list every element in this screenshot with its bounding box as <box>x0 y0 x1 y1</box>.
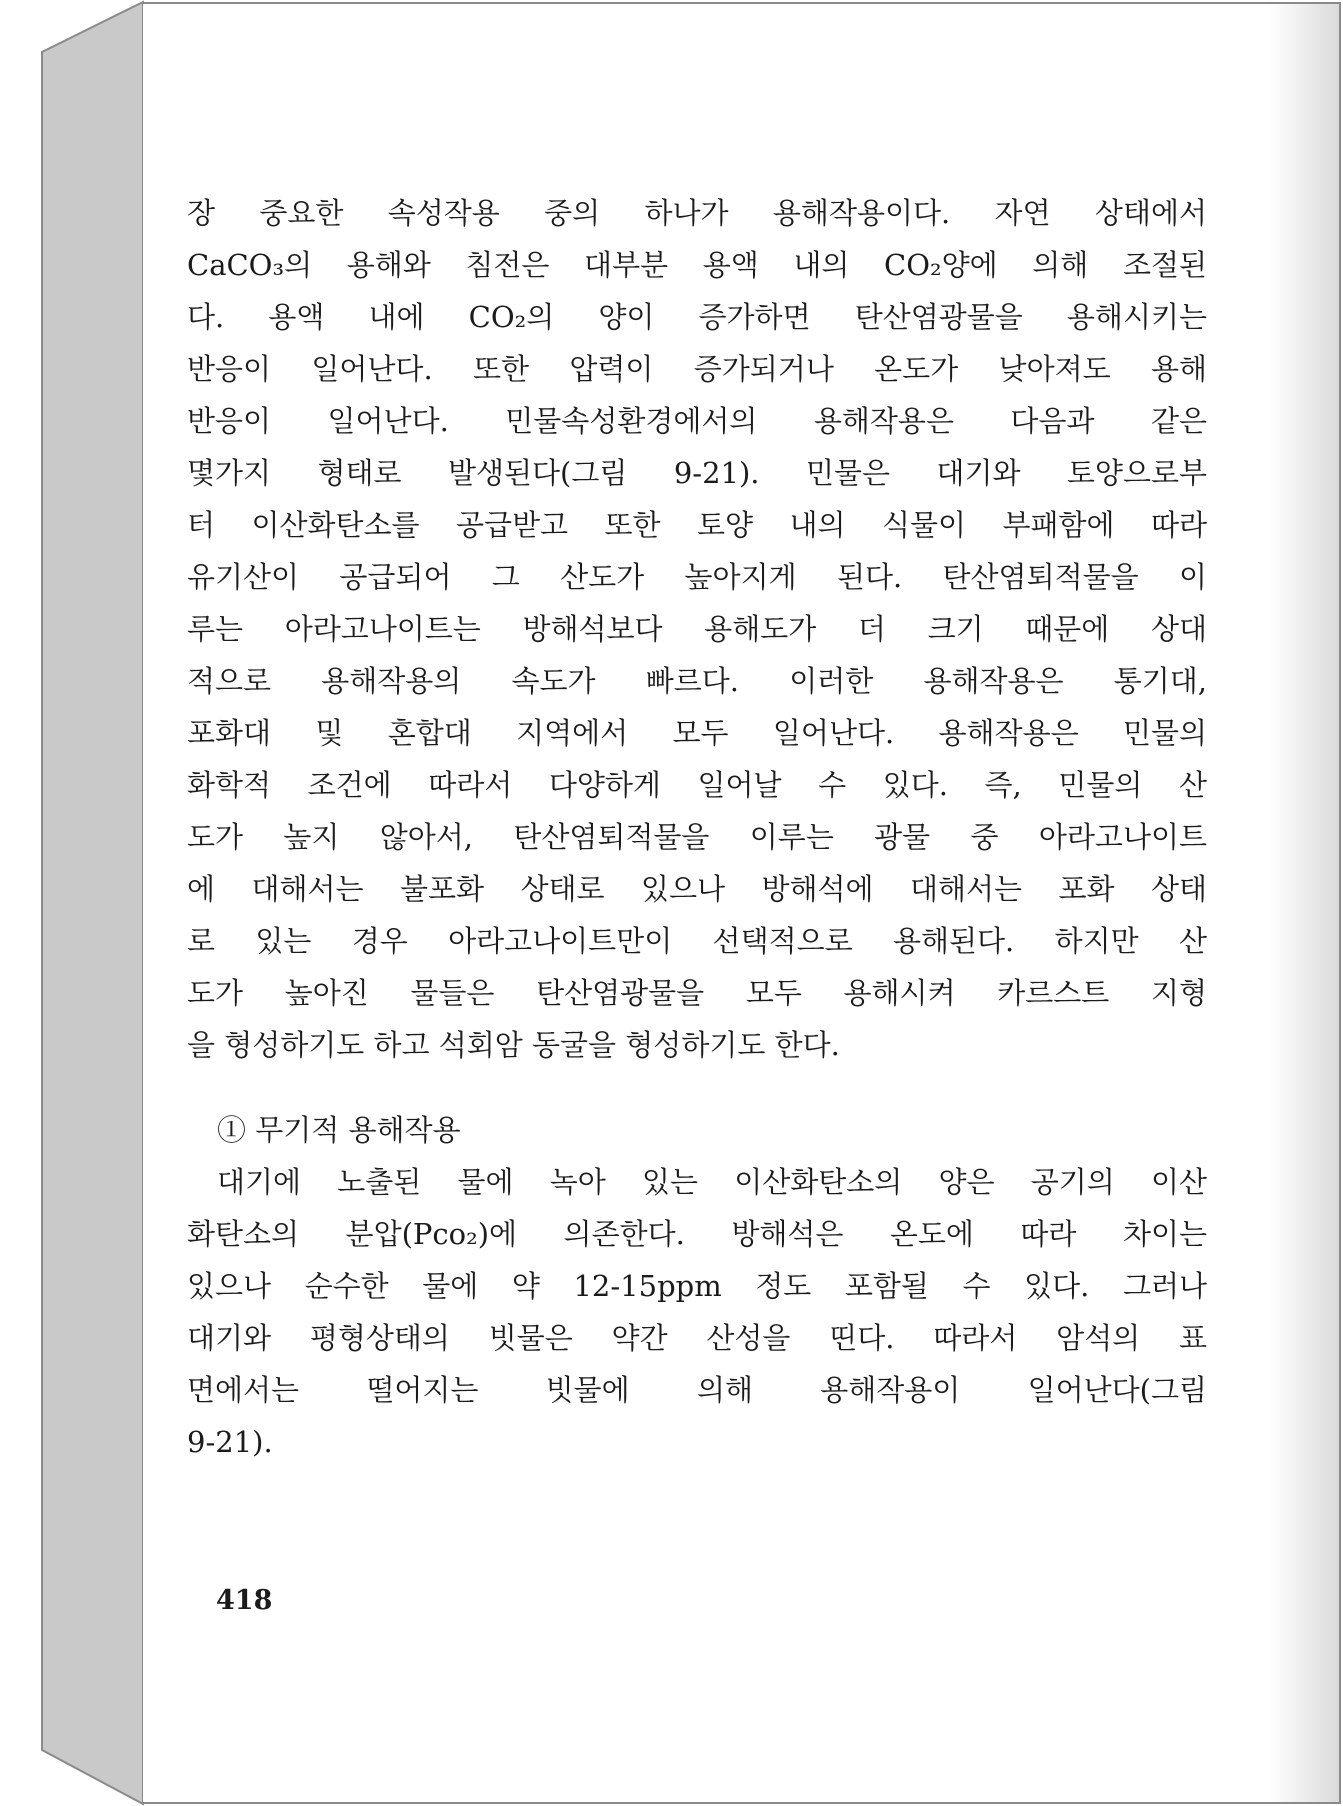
paragraph-line: CaCO₃의 용해와 침전은 대부분 용액 내의 CO₂양에 의해 조절된 <box>187 248 1207 282</box>
paragraph-line: 포화대 및 혼합대 지역에서 모두 일어난다. 용해작용은 민물의 <box>187 716 1207 750</box>
paragraph-line: 에 대해서는 불포화 상태로 있으나 방해석에 대해서는 포화 상태 <box>187 872 1207 906</box>
paragraph-line: 루는 아라고나이트는 방해석보다 용해도가 더 크기 때문에 상대 <box>187 612 1207 646</box>
paragraph-line: 화학적 조건에 따라서 다양하게 일어날 수 있다. 즉, 민물의 산 <box>187 768 1207 802</box>
paragraph-line: 대기에 노출된 물에 녹아 있는 이산화탄소의 양은 공기의 이산 <box>217 1165 1207 1199</box>
paragraph-line: 도가 높지 않아서, 탄산염퇴적물을 이루는 광물 중 아라고나이트 <box>187 820 1207 854</box>
paragraph-line: 유기산이 공급되어 그 산도가 높아지게 된다. 탄산염퇴적물을 이 <box>187 560 1207 594</box>
paragraph-line: 반응이 일어난다. 민물속성환경에서의 용해작용은 다음과 같은 <box>187 404 1207 438</box>
paragraph-line: 터 이산화탄소를 공급받고 또한 토양 내의 식물이 부패함에 따라 <box>187 508 1207 542</box>
paragraph-line: 있으나 순수한 물에 약 12-15ppm 정도 포함될 수 있다. 그러나 <box>187 1269 1207 1303</box>
paragraph-line: 다. 용액 내에 CO₂의 양이 증가하면 탄산염광물을 용해시키는 <box>187 300 1207 334</box>
page-edge-shadow <box>1269 4 1339 1802</box>
paragraph-line: 도가 높아진 물들은 탄산염광물을 모두 용해시켜 카르스트 지형 <box>187 976 1207 1010</box>
paragraph-line: 을 형성하기도 하고 석회암 동굴을 형성하기도 한다. <box>187 1028 840 1062</box>
paragraph-line: 면에서는 떨어지는 빗물에 의해 용해작용이 일어난다(그림 <box>187 1373 1207 1407</box>
section-heading: ① 무기적 용해작용 <box>217 1113 461 1147</box>
paragraph-line: 대기와 평형상태의 빗물은 약간 산성을 띤다. 따라서 암석의 표 <box>187 1321 1207 1355</box>
paragraph-line: 장 중요한 속성작용 중의 하나가 용해작용이다. 자연 상태에서 <box>187 196 1207 230</box>
paragraph-line: 적으로 용해작용의 속도가 빠르다. 이러한 용해작용은 통기대, <box>187 664 1207 698</box>
paragraph-line: 몇가지 형태로 발생된다(그림 9-21). 민물은 대기와 토양으로부 <box>187 456 1207 490</box>
paragraph-line: 화탄소의 분압(Pco₂)에 의존한다. 방해석은 온도에 따라 차이는 <box>187 1217 1207 1251</box>
paragraph-line: 반응이 일어난다. 또한 압력이 증가되거나 온도가 낮아져도 용해 <box>187 352 1207 386</box>
page-number: 418 <box>216 1585 273 1616</box>
paragraph-line: 로 있는 경우 아라고나이트만이 선택적으로 용해된다. 하지만 산 <box>187 924 1207 958</box>
paragraph-line: 9-21). <box>187 1425 273 1459</box>
